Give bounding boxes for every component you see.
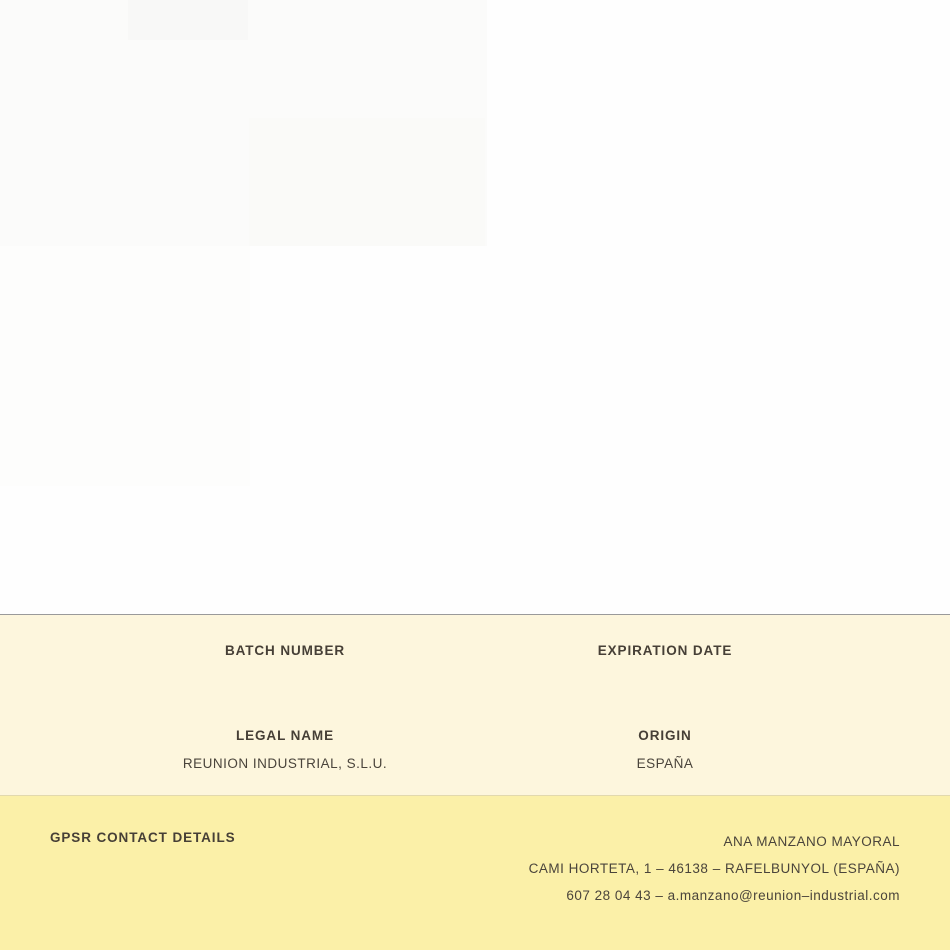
field-expiration-date <box>490 643 840 671</box>
field-batch-number <box>110 643 460 671</box>
origin-label: ORIGIN <box>638 728 692 743</box>
gpsr-contact-phone-email: 607 28 04 43 – a.manzano@reunion–industrial.com <box>566 888 900 903</box>
gpsr-contact-band <box>0 796 950 950</box>
field-origin <box>490 728 840 771</box>
gpsr-contact-address: CAMI HORTETA, 1 – 46138 – RAFELBUNYOL (ESPAÑA) <box>528 861 900 876</box>
artwork-placeholder-block <box>249 118 485 246</box>
legal-name-value: REUNION INDUSTRIAL, S.L.U. <box>182 756 388 771</box>
legal-name-label: LEGAL NAME <box>235 728 334 743</box>
product-info-band <box>0 614 950 796</box>
gpsr-contact-block <box>529 828 900 909</box>
artwork-placeholder-block <box>128 0 248 40</box>
batch-number-label: BATCH NUMBER <box>224 643 346 658</box>
product-info-grid <box>0 615 950 795</box>
artwork-placeholder-block <box>0 246 250 486</box>
gpsr-contact-name: ANA MANZANO MAYORAL <box>723 834 900 849</box>
field-legal-name <box>110 728 460 771</box>
gpsr-contact-details-label: GPSR CONTACT DETAILS <box>50 830 236 845</box>
expiration-date-label: EXPIRATION DATE <box>597 643 733 658</box>
origin-value: ESPAÑA <box>636 756 694 771</box>
